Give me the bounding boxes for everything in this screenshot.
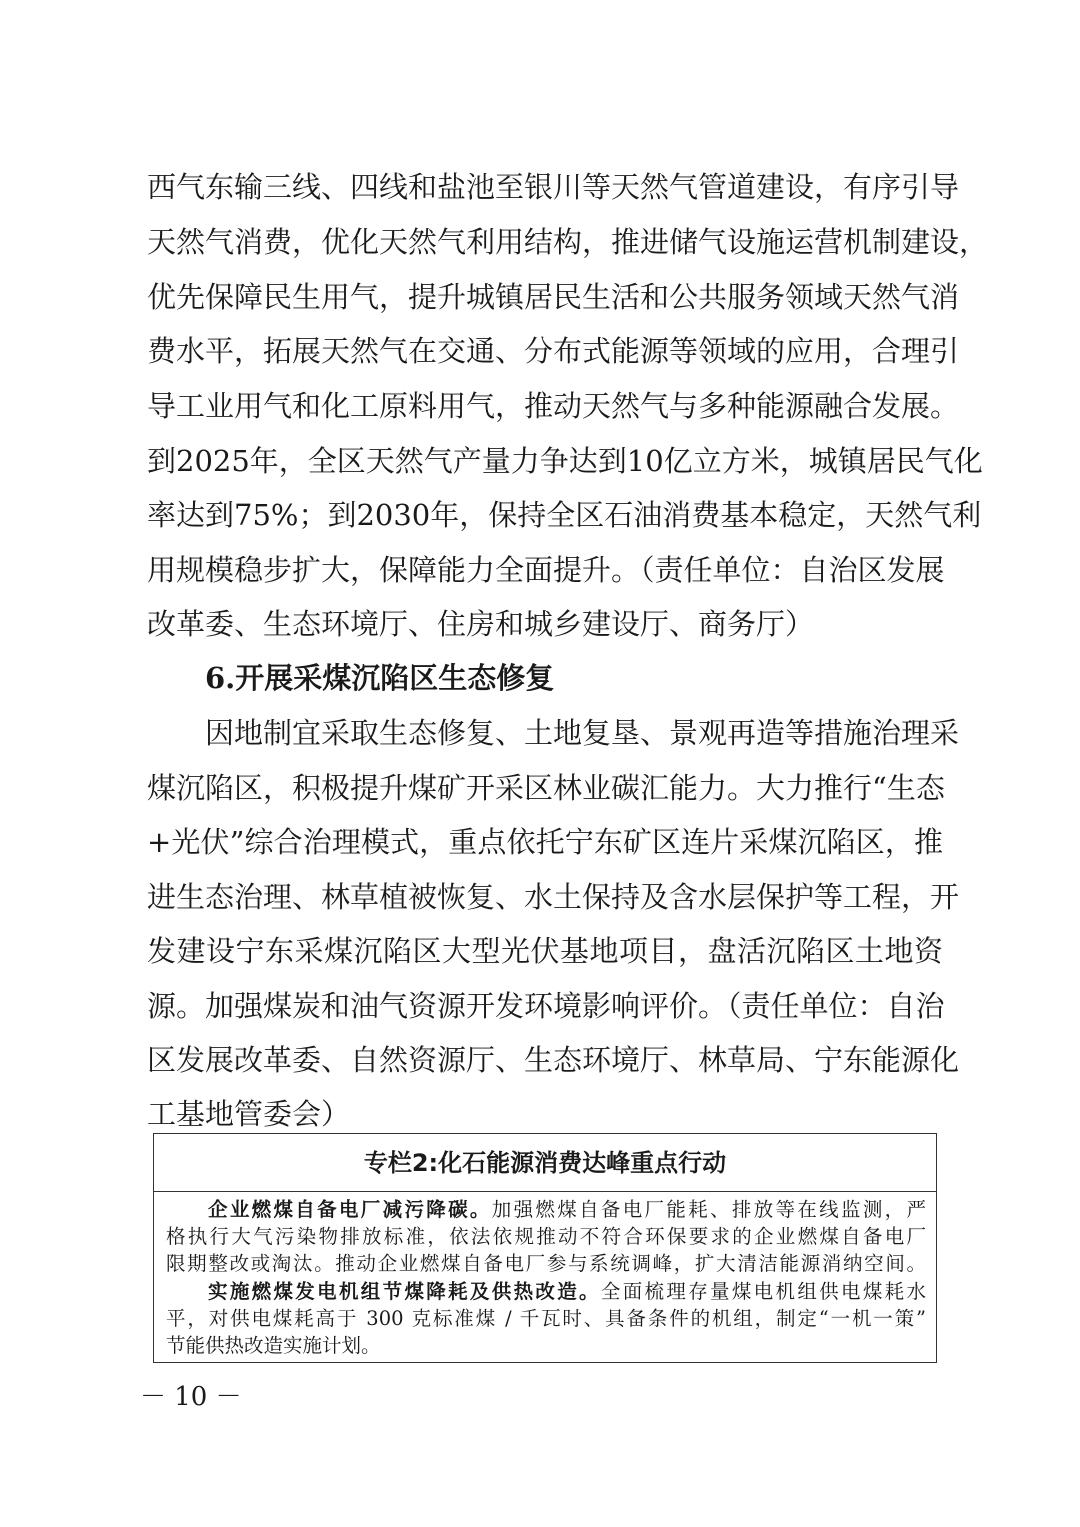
body-text-line: 进生态治理、林草植被恢复、水土保持及含水层保护等工程，开 [147,880,960,914]
body-text-line: 到2025年，全区天然气产量力争达到10亿立方米，城镇居民气化 [147,444,983,478]
box-text-line [208,1278,926,1305]
body-text-line: 源。加强煤炭和油气资源开发环境影响评价。（责任单位：自治 [147,989,945,1023]
body-text-line: 区发展改革委、自然资源厅、生态环境厅、林草局、宁东能源化 [147,1043,960,1077]
body-text-line: 西气东输三线、四线和盐池至银川等天然气管道建设，有序引导 [147,170,960,204]
body-text-line: 煤沉陷区，积极提升煤矿开采区林业碳汇能力。大力推行“生态 [147,771,945,805]
body-text-line: 导工业用气和化工原料用气，推动天然气与多种能源融合发展。 [147,389,960,423]
page-number: － 10 － [140,1382,242,1412]
box-text: 加强燃煤自备电厂能耗、排放等在线监测，严 [491,1198,926,1221]
body-text-line: 优先保障民生用气，提升城镇居民生活和公共服务领域天然气消 [147,280,960,314]
box-text: 全面梳理存量煤电机组供电煤耗水 [600,1280,926,1303]
box-text-line [208,1196,926,1223]
body-text-line: 因地制宜采取生态修复、土地复垦、景观再造等措施治理采 [205,716,960,750]
feature-column-box [153,1133,937,1363]
body-text-line: 发建设宁东采煤沉陷区大型光伏基地项目，盘活沉陷区土地资 [147,934,943,968]
body-text-line: 费水平，拓展天然气在交通、分布式能源等领域的应用，合理引 [147,334,960,368]
box-item-title: 实施燃煤发电机组节煤降耗及供热改造。 [208,1280,601,1303]
body-text-line: +光伏”综合治理模式，重点依托宁东矿区连片采煤沉陷区，推 [147,825,943,859]
box-title: 专栏2:化石能源消费达峰重点行动 [154,1134,936,1192]
body-text-line: 天然气消费，优化天然气利用结构，推进储气设施运营机制建设， [147,225,989,259]
body-text-line: 用规模稳步扩大，保障能力全面提升。（责任单位：自治区发展 [147,553,945,587]
box-text-line: 限期整改或淘汰。推动企业燃煤自备电厂参与系统调峰，扩大清洁能源消纳空间。 [166,1252,926,1275]
box-text-line: 平，对供电煤耗高于 300 克标准煤 / 千瓦时、具备条件的机组，制定“一机一策” [166,1307,926,1330]
body-text-line: 工基地管委会） [147,1097,351,1131]
box-text-line: 节能供热改造实施计划。 [166,1334,381,1357]
body-text-line: 率达到75%；到2030年，保持全区石油消费基本稳定，天然气利 [147,498,982,532]
box-item-title: 企业燃煤自备电厂减污降碳。 [208,1198,492,1221]
body-text-line: 改革委、生态环境厅、住房和城乡建设厅、商务厅） [147,607,815,641]
box-text-line: 格执行大气污染物排放标准，依法依规推动不符合环保要求的企业燃煤自备电厂 [166,1225,926,1248]
section-heading: 6.开展采煤沉陷区生态修复 [205,661,555,695]
